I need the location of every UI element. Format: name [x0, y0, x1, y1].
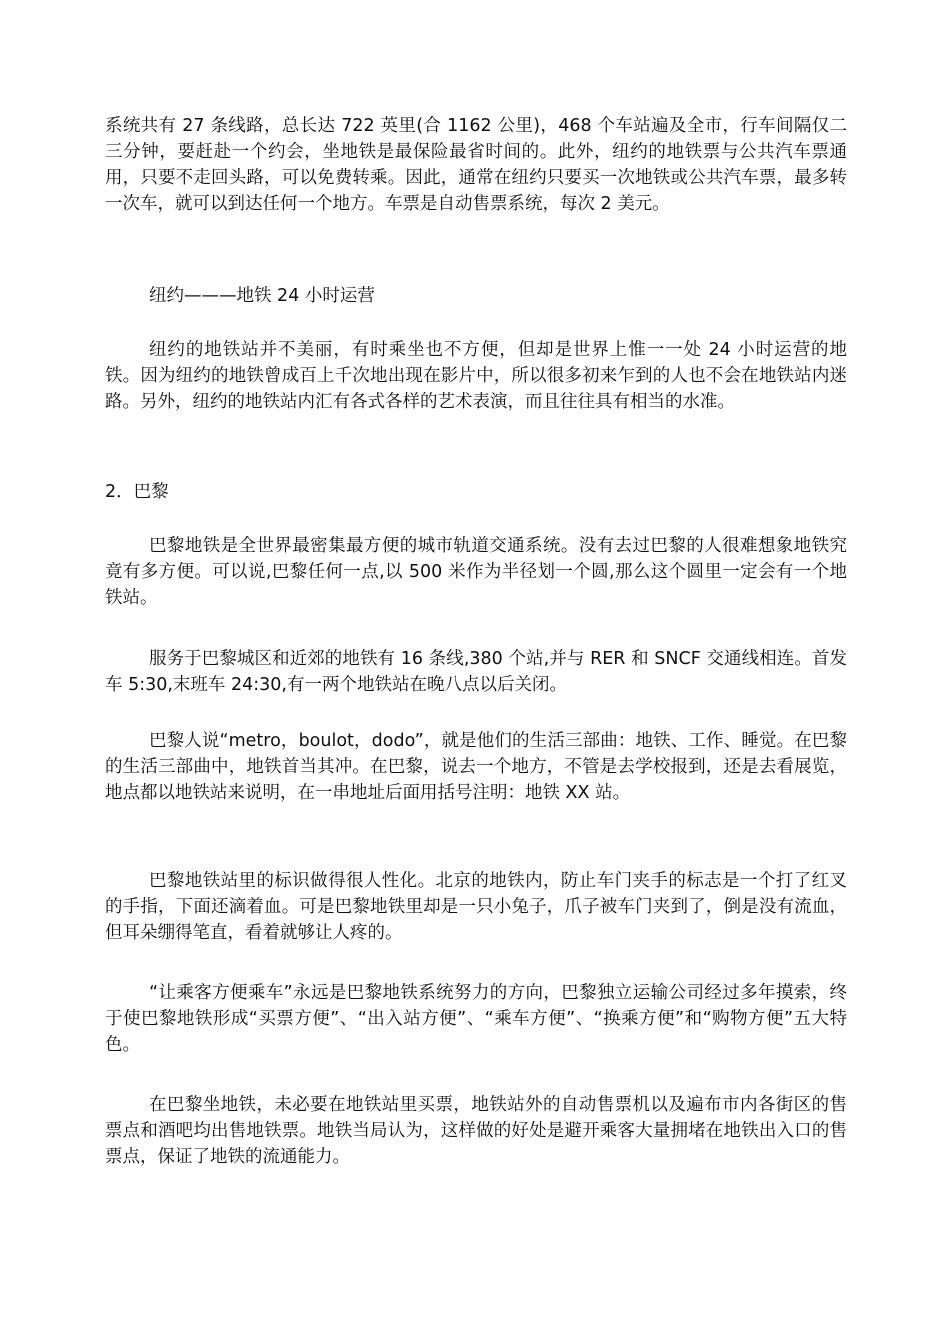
paragraph-paris-density: 巴黎地铁是全世界最密集最方便的城市轨道交通系统。没有去过巴黎的人很难想象地铁究竟有多方便。可以说,巴黎任何一点,以 500 米作为半径划一个圆,那么这个圆里一定会有一个地铁站。	[105, 536, 847, 608]
paragraph-ny-subway-system: 系统共有 27 条线路，总长达 722 英里(合 1162 公里)，468 个车站遍及全市，行车间隔仅二三分钟，要赶赴一个约会，坐地铁是最保险最省时间的。此外，纽约的地铁票与公共汽车票通用，只要不走回头路，可以免费转乘。因此，通常在纽约只要买一次地铁或公共汽车票，最多转一次车，就可以到达任何一个地方。车票是自动售票系统，每次 2 美元。	[105, 116, 847, 214]
paragraph-paris-convenience: “让乘客方便乘车”永远是巴黎地铁系统努力的方向，巴黎独立运输公司经过多年摸索，终于使巴黎地铁形成“买票方便”、“出入站方便”、“乘车方便”、“换乘方便”和“购物方便”五大特色。	[105, 983, 847, 1055]
section-heading-paris: 2．巴黎	[105, 482, 169, 502]
paragraph-paris-trilogy: 巴黎人说“metro，boulot，dodo”，就是他们的生活三部曲：地铁、工作、睡觉。在巴黎的生活三部曲中，地铁首当其冲。在巴黎，说去一个地方，不管是去学校报到，还是去看展览，地点都以地铁站来说明，在一串地址后面用括号注明：地铁 XX 站。	[105, 731, 847, 803]
paragraph-paris-signage: 巴黎地铁站里的标识做得很人性化。北京的地铁内，防止车门夹手的标志是一个打了红叉的手指，下面还滴着血。可是巴黎地铁里却是一只小兔子，爪子被车门夹到了，倒是没有流血，但耳朵绷得笔直，看着就够让人疼的。	[105, 871, 847, 943]
section-heading-ny-24h: 纽约———地铁 24 小时运营	[149, 286, 375, 306]
paragraph-paris-tickets: 在巴黎坐地铁，未必要在地铁站里买票，地铁站外的自动售票机以及遍布市内各街区的售票点和酒吧均出售地铁票。地铁当局认为，这样做的好处是避开乘客大量拥堵在地铁出入口的售票点，保证了地铁的流通能力。	[105, 1095, 847, 1167]
paragraph-ny-24h: 纽约的地铁站并不美丽，有时乘坐也不方便，但却是世界上惟一一处 24 小时运营的地铁。因为纽约的地铁曾成百上千次地出现在影片中，所以很多初来乍到的人也不会在地铁站内迷路。另外，纽约的地铁站内汇有各式各样的艺术表演，而且往往具有相当的水准。	[105, 340, 847, 412]
paragraph-paris-lines: 服务于巴黎城区和近郊的地铁有 16 条线,380 个站,并与 RER 和 SNCF 交通线相连。首发车 5:30,末班车 24:30,有一两个地铁站在晚八点以后关闭。	[105, 649, 847, 695]
